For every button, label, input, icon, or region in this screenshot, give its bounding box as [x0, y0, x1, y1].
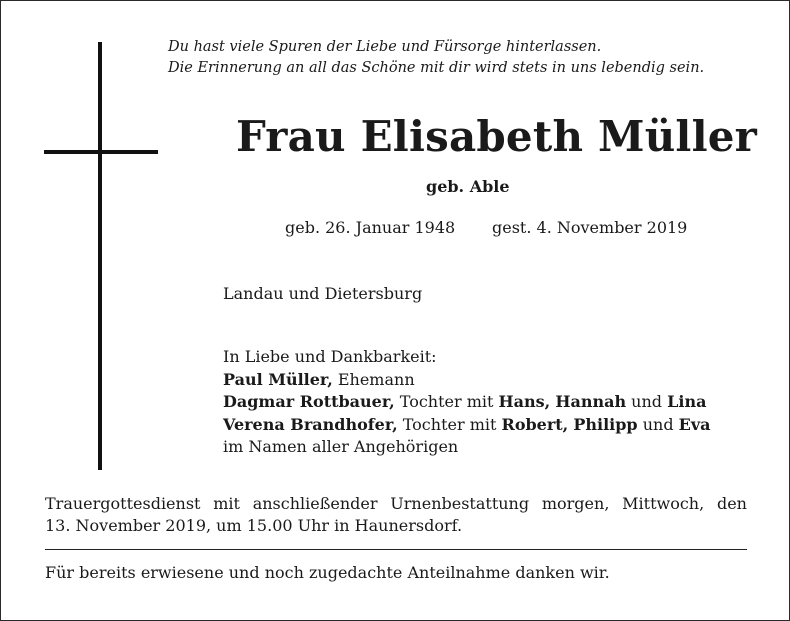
location: Landau und Dietersburg	[223, 284, 423, 303]
service-word: anschließender	[252, 494, 378, 513]
service-word: mit	[213, 494, 240, 513]
mourner-relation: Tochter mit	[394, 392, 499, 411]
grandchild-name: Lina	[667, 392, 707, 411]
service-word: morgen,	[541, 494, 610, 513]
mourner-name: Verena Brandhofer,	[223, 414, 398, 434]
mourners-list	[223, 346, 711, 459]
grandchild-name: Hans,	[498, 392, 551, 411]
service-word: Urnenbestattung	[390, 494, 530, 513]
service-line-1	[45, 493, 747, 515]
mourner-row: Dagmar Rottbauer, Tochter mit Hans, Hannah und Lina	[223, 392, 707, 411]
mourner-row	[223, 369, 711, 392]
cross-icon-bar	[44, 150, 158, 154]
mourner-name: Paul Müller,	[223, 369, 333, 389]
mourner-relation: Tochter mit	[397, 414, 502, 434]
birth-date: geb. 26. Januar 1948	[285, 218, 456, 237]
grandchild-name: Robert,	[501, 414, 569, 434]
grandchild-name: Eva	[678, 414, 711, 434]
memorial-quote	[168, 37, 704, 79]
service-announcement	[45, 493, 747, 536]
mourners-intro: In Liebe und Dankbarkeit:	[223, 347, 437, 366]
mourner-row: Verena Brandhofer, Tochter mit Robert, Philipp und Eva	[223, 414, 711, 434]
grandchild-name: Hannah	[555, 392, 627, 411]
quote-line-2: Die Erinnerung an all das Schöne mit dir wird stets in uns lebendig sein.	[168, 60, 705, 76]
maiden-name: geb. Able	[426, 177, 510, 196]
deceased-name: Frau Elisabeth Müller	[236, 112, 757, 161]
service-line-2: 13. November 2019, um 15.00 Uhr in Haunersdorf.	[45, 515, 463, 535]
service-word: Trauergottesdienst	[45, 494, 201, 513]
cross-icon	[98, 42, 102, 470]
divider	[45, 549, 747, 550]
service-word: den	[716, 494, 747, 513]
thanks-note: Für bereits erwiesene und noch zugedachte Anteilnahme danken wir.	[45, 563, 610, 582]
quote-line-1: Du hast viele Spuren der Liebe und Fürsorge hinterlassen.	[168, 39, 602, 55]
mourner-relation: Ehemann	[332, 369, 415, 389]
mourners-closing: im Namen aller Angehörigen	[223, 437, 459, 456]
mourner-name: Dagmar Rottbauer,	[223, 392, 395, 411]
service-word: Mittwoch,	[622, 494, 705, 513]
death-date: gest. 4. November 2019	[492, 218, 688, 237]
grandchild-name: Philipp	[573, 414, 638, 434]
